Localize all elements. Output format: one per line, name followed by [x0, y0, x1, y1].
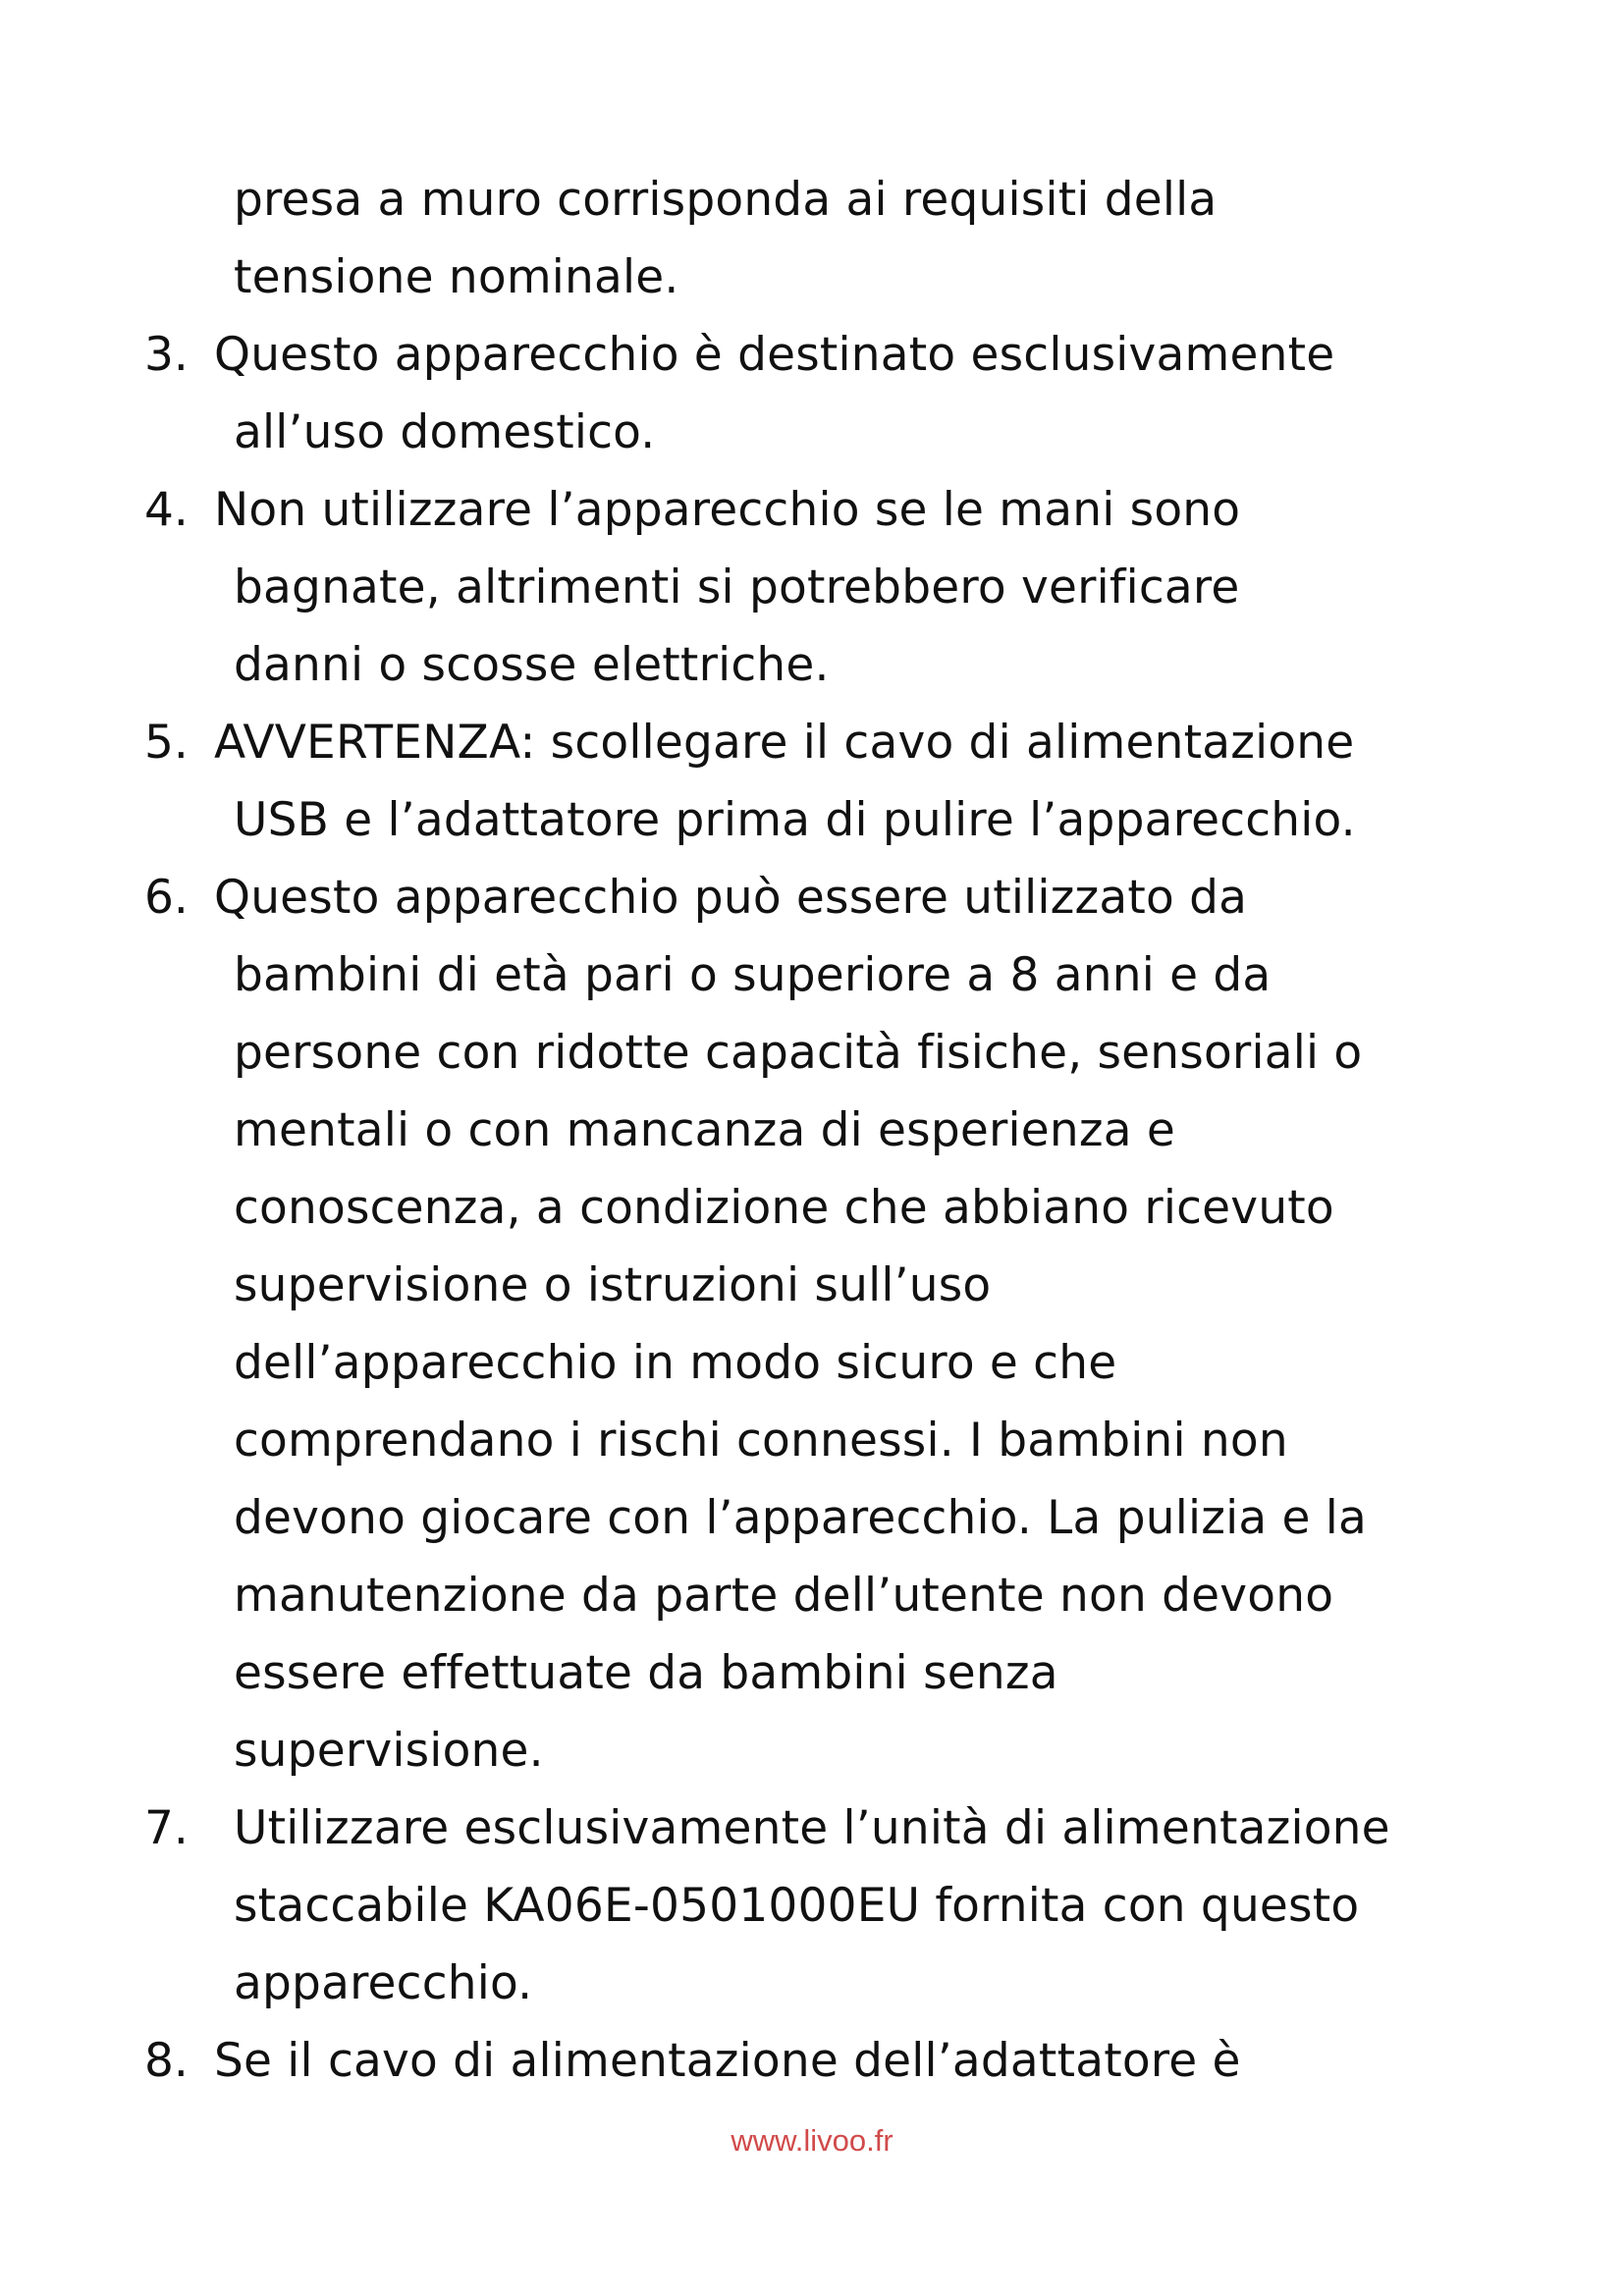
- list-item-text: devono giocare con l’apparecchio. La pulizia e la: [234, 1491, 1368, 1545]
- list-item-text: AVVERTENZA: scollegare il cavo di alimentazione: [214, 716, 1355, 770]
- list-item-text: tensione nominale.: [234, 250, 679, 304]
- list-item-text: supervisione o istruzioni sull’uso: [234, 1258, 992, 1312]
- list-item-text: mentali o con mancanza di esperienza e: [234, 1103, 1176, 1157]
- list-item-number: 4.: [144, 483, 189, 537]
- list-item-text: apparecchio.: [234, 1956, 533, 2010]
- list-item-text: supervisione.: [234, 1724, 544, 1778]
- list-item-text: dell’apparecchio in modo sicuro e che: [234, 1336, 1117, 1390]
- list-item-text: danni o scosse elettriche.: [234, 638, 830, 692]
- list-item-text: conoscenza, a condizione che abbiano ricevuto: [234, 1181, 1334, 1235]
- list-item-text: Questo apparecchio può essere utilizzato da: [214, 871, 1248, 925]
- list-item-number: 6.: [144, 871, 189, 925]
- list-item-text: USB e l’adattatore prima di pulire l’apparecchio.: [234, 793, 1356, 847]
- list-item-number: 7.: [144, 1801, 189, 1855]
- list-item-text: bagnate, altrimenti si potrebbero verificare: [234, 561, 1240, 614]
- list-item-number: 3.: [144, 328, 189, 382]
- list-item-text: staccabile KA06E-0501000EU fornita con questo: [234, 1879, 1360, 1933]
- list-item-text: essere effettuate da bambini senza: [234, 1646, 1058, 1700]
- list-item-text: all’uso domestico.: [234, 405, 656, 459]
- list-item-text: Questo apparecchio è destinato esclusivamente: [214, 328, 1335, 382]
- list-item-text: Non utilizzare l’apparecchio se le mani sono: [214, 483, 1241, 537]
- footer-url[interactable]: www.livoo.fr: [731, 2123, 893, 2158]
- list-item-text: bambini di età pari o superiore a 8 anni e da: [234, 948, 1272, 1002]
- list-item-text: manutenzione da parte dell’utente non devono: [234, 1569, 1334, 1623]
- list-item-number: 8.: [144, 2034, 189, 2088]
- list-item-text: persone con ridotte capacità fisiche, sensoriali o: [234, 1026, 1363, 1080]
- list-item-text: Se il cavo di alimentazione dell’adattatore è: [214, 2034, 1241, 2088]
- list-item-text: presa a muro corrisponda ai requisiti della: [234, 173, 1218, 227]
- list-item-number: 5.: [144, 716, 189, 770]
- list-item-text: comprendano i rischi connessi. I bambini non: [234, 1414, 1288, 1468]
- list-item-text: Utilizzare esclusivamente l’unità di alimentazione: [234, 1801, 1390, 1855]
